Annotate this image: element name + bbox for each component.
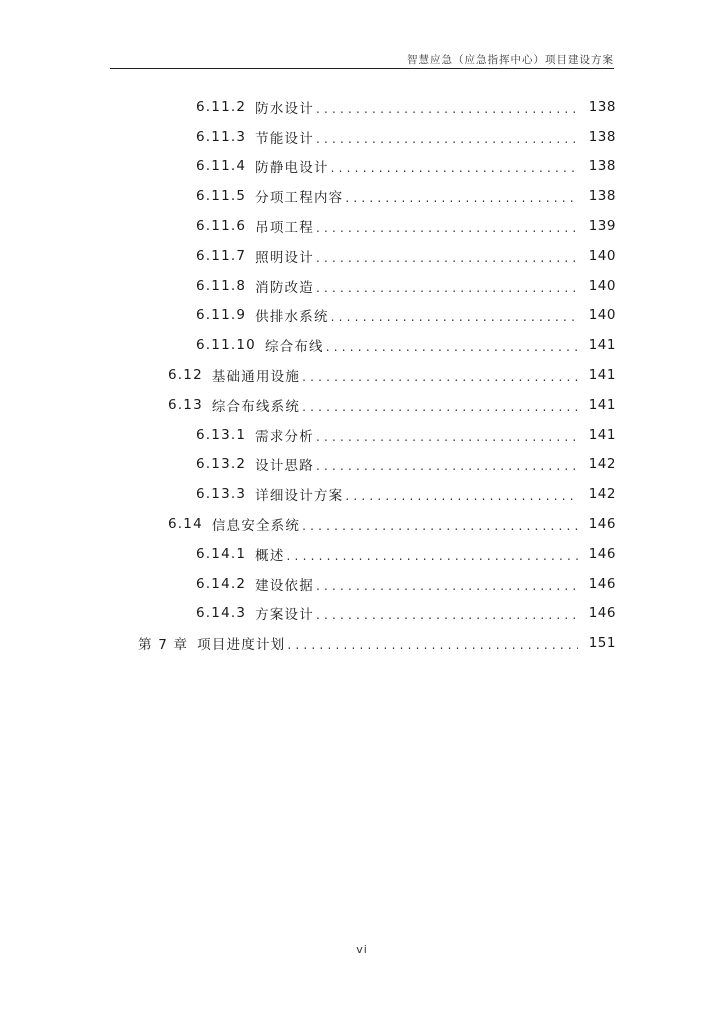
toc-entry[interactable] [0, 628, 724, 658]
toc-entry-number: 6.11.4 [196, 158, 247, 175]
toc-entry-page: 138 [588, 158, 616, 175]
toc-entry-number: 6.11.3 [196, 128, 247, 145]
toc-entry-number: 6.11.8 [196, 277, 247, 294]
toc-entry-title: 项目进度计划 [197, 637, 286, 654]
toc-entry-title: 照明设计 [255, 249, 314, 266]
toc-entry-page: 146 [588, 516, 616, 533]
toc-entry-number: 6.13 [168, 396, 203, 413]
toc-entry-number: 6.14.3 [196, 605, 247, 622]
toc-entry[interactable] [0, 330, 724, 360]
toc-entry-title: 分项工程内容 [255, 190, 344, 207]
toc-entry-number: 6.13.2 [196, 456, 247, 473]
toc-entry-title: 防静电设计 [255, 160, 329, 177]
toc-entry[interactable] [0, 569, 724, 599]
toc-entry[interactable] [0, 360, 724, 390]
toc-entry[interactable] [0, 181, 724, 211]
toc-entry-number: 6.14 [168, 516, 203, 533]
toc-leader-dots [302, 401, 578, 413]
toc-leader-dots [331, 162, 578, 174]
toc-entry-number: 第 7 章 [138, 637, 189, 654]
toc-entry-page: 146 [588, 575, 616, 592]
toc-entry-title: 吊项工程 [255, 220, 314, 237]
toc-entry-number: 6.11.9 [196, 307, 247, 324]
toc-entry-page: 151 [588, 635, 616, 652]
toc-leader-dots [331, 311, 578, 323]
toc-entry[interactable] [0, 211, 724, 241]
toc-entry-title: 详细设计方案 [255, 488, 344, 505]
toc-entry-page: 138 [588, 98, 616, 115]
toc-entry-number: 6.14.2 [196, 575, 247, 592]
toc-entry[interactable] [0, 241, 724, 271]
toc-entry-title: 概述 [255, 547, 285, 564]
toc-entry-title: 建设依据 [255, 577, 314, 594]
toc-entry-page: 141 [588, 337, 616, 354]
toc-entry[interactable] [0, 390, 724, 420]
toc-leader-dots [316, 103, 578, 115]
toc-entry-number: 6.13.1 [196, 426, 247, 443]
toc-entry-page: 141 [588, 396, 616, 413]
toc-leader-dots [316, 282, 578, 294]
toc-leader-dots [302, 371, 578, 383]
toc-entry-number: 6.12 [168, 367, 203, 384]
toc-leader-dots [287, 639, 578, 651]
toc-entry-number: 6.13.3 [196, 486, 247, 503]
toc-entry-title: 设计思路 [255, 458, 314, 475]
toc-entry-page: 146 [588, 605, 616, 622]
toc-entry-page: 139 [588, 218, 616, 235]
toc-entry-title: 节能设计 [255, 130, 314, 147]
toc-leader-dots [316, 609, 578, 621]
toc-entry[interactable] [0, 479, 724, 509]
toc-entry[interactable] [0, 420, 724, 450]
toc-entry[interactable] [0, 271, 724, 301]
toc-leader-dots [316, 222, 578, 234]
toc-entry-title: 消防改造 [255, 279, 314, 296]
toc-entry-title: 基础通用设施 [211, 369, 301, 386]
toc-entry-number: 6.14.1 [196, 545, 247, 562]
toc-entry-page: 140 [588, 307, 616, 324]
toc-leader-dots [316, 580, 578, 592]
toc-entry-page: 141 [588, 426, 616, 443]
toc-leader-dots [316, 460, 578, 472]
toc-entry-page: 138 [588, 128, 616, 145]
toc-leader-dots [316, 252, 578, 264]
toc-entry[interactable] [0, 599, 724, 629]
toc-entry-title: 信息安全系统 [211, 518, 301, 535]
header-title: 智慧应急（应急指挥中心）项目建设方案 [407, 54, 614, 66]
toc-entry-title: 综合布线系统 [211, 398, 301, 415]
toc-leader-dots [316, 431, 578, 443]
toc-leader-dots [345, 490, 578, 502]
toc-entry-title: 防水设计 [255, 100, 314, 117]
toc-entry-number: 6.11.10 [196, 337, 256, 354]
toc-entry[interactable] [0, 152, 724, 182]
toc-entry[interactable] [0, 450, 724, 480]
toc-leader-dots [316, 133, 578, 145]
toc-entry-title: 综合布线 [264, 339, 324, 356]
toc-entry-page: 138 [588, 188, 616, 205]
toc-entry[interactable] [0, 301, 724, 331]
toc-leader-dots [287, 550, 578, 562]
toc-entry-title: 供排水系统 [255, 309, 329, 326]
toc-entry[interactable] [0, 539, 724, 569]
toc-entry-title: 方案设计 [255, 607, 314, 624]
toc-entry-number: 6.11.2 [196, 98, 247, 115]
page-number: vi [356, 943, 368, 956]
toc-entry-page: 141 [588, 367, 616, 384]
toc-entry-page: 142 [588, 486, 616, 503]
table-of-contents [0, 92, 724, 658]
toc-entry-number: 6.11.7 [196, 247, 247, 264]
toc-entry[interactable] [0, 122, 724, 152]
toc-leader-dots [345, 192, 578, 204]
toc-entry-number: 6.11.6 [196, 218, 247, 235]
toc-leader-dots [302, 520, 578, 532]
page-header [110, 50, 614, 69]
toc-entry[interactable] [0, 92, 724, 122]
toc-entry[interactable] [0, 509, 724, 539]
toc-entry-page: 140 [588, 277, 616, 294]
toc-leader-dots [326, 341, 578, 353]
toc-entry-page: 140 [588, 247, 616, 264]
toc-entry-page: 142 [588, 456, 616, 473]
toc-entry-title: 需求分析 [255, 428, 314, 445]
toc-entry-page: 146 [588, 545, 616, 562]
toc-entry-number: 6.11.5 [196, 188, 247, 205]
